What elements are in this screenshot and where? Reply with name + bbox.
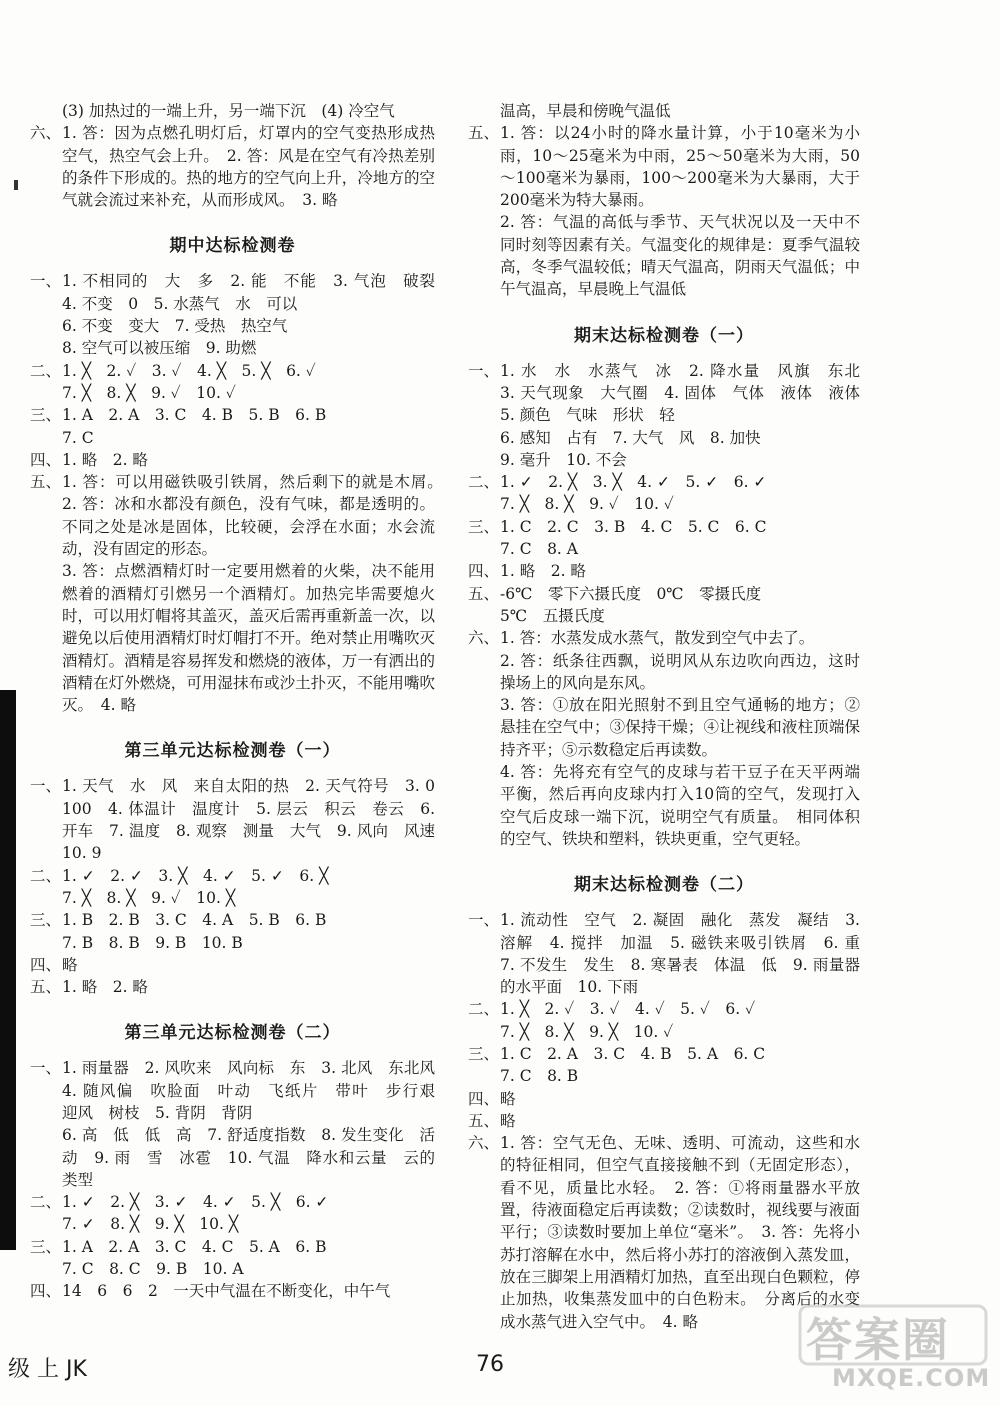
answer-block [30,360,435,405]
answer-block [468,1132,860,1333]
answer-block [468,1088,860,1110]
question-number: 一、 [30,777,62,796]
answer-text: 1. B 2. B 3. C 4. A 5. B 6. B 7. B 8. B 9. B 10. B [62,911,327,952]
question-number: 六、 [468,629,500,648]
answer-text: 1. ╳ 2. ✓ 3. ✓ 4. ✓ 5. ✓ 6. ✓ 7. ╳ 8. ╳ 9. ╳ 10. ✓ [500,1000,756,1041]
answer-block [468,998,860,1043]
answer-block [30,1280,435,1302]
answer-text: 1. 略 2. 略 [62,978,148,997]
answer-text: 1. ✓ 2. ╳ 3. ╳ 4. ✓ 5. ✓ 6. ✓ 7. ╳ 8. ╳ 9. ✓ 10. ✓ [500,473,767,514]
watermark-subtitle: MXQE.COM [832,1364,991,1392]
left-edge-bar [0,690,16,1250]
right-column [468,100,876,1333]
question-number: 四、 [468,562,500,581]
question-number: 四、 [30,450,62,469]
question-number: 一、 [30,272,62,291]
answer-block [30,865,435,910]
answer-block [30,1236,435,1281]
question-number: 三、 [30,406,62,425]
answer-block [30,1191,435,1236]
question-number: 二、 [468,1000,500,1019]
answer-block [30,976,435,998]
answer-block [468,1110,860,1132]
question-number: 五、 [468,124,500,143]
answer-block [468,122,860,300]
answer-block [30,449,435,471]
answer-text: 1. 天气 水 风 来自太阳的热 2. 天气符号 3. 0 100 4. 体温计 温度计 5. 层云 积云 卷云 6. 开车 7. 温度 8. 观察 测量 大气 9. 风向 风速 10. 9 [62,777,451,863]
question-number: 二、 [30,1193,62,1212]
answer-block [468,1043,860,1088]
watermark-logo [798,1304,991,1400]
question-number: 四、 [30,955,62,974]
answer-text: 1. A 2. A 3. C 4. B 5. B 6. B 7. C [62,406,327,447]
answer-text: 1. 不相同的 大 多 2. 能 不能 3. 气泡 破裂 4. 不变 0 5. 水蒸气 水 可以 6. 不变 变大 7. 受热 热空气 8. 空气可以被压缩 9. 助燃 [62,272,435,358]
answer-text: 1. 流动性 空气 2. 凝固 融化 蒸发 凝结 3. 溶解 4. 搅拌 加温 5. 磁铁来吸引铁屑 6. 重 7. 不发生 发生 8. 寒暑表 体温 低 9. 雨量器的水平面 10. 下雨 [500,911,876,997]
answer-block [30,122,435,211]
question-number: 三、 [468,517,500,536]
answer-text: 1. 答：因为点燃孔明灯后，灯罩内的空气变热形成热空气，热空气会上升。 2. 答：风是在空气有冷热差别的条件下形成的。热的地方的空气向上升，冷地方的空气就会流过来补充，从而形成风。 3. 略 [62,124,435,210]
question-number: 六、 [468,1134,500,1153]
answer-text: 略 [500,1089,516,1108]
answer-text: 1. A 2. A 3. C 4. C 5. A 6. B 7. C 8. C 9. B 10. A [62,1237,327,1279]
section-title: 期中达标检测卷 [169,236,296,257]
answer-text: 1. 雨量器 2. 风吹来 风向标 东 3. 北风 东北风 4. 随风偏 吹脸面 叶动 飞纸片 带叶 步行艰 迎风 树枝 5. 背阴 背阴 6. 高 低 低 高 7. 舒适度指数 8. 发生变化 活动 9. 雨 雪 冰雹 10. 气温 降水和云量 云的类型 [62,1059,435,1189]
answer-block [468,516,860,561]
answer-block [468,360,860,471]
answer-text: 1. C 2. A 3. C 4. B 5. A 6. C 7. C 8. B [500,1044,766,1086]
question-number: 六、 [30,124,62,143]
question-number: 一、 [468,911,500,930]
question-number: 五、 [30,473,62,492]
question-number: 四、 [30,1282,62,1301]
answer-block [30,775,451,864]
question-number: 三、 [30,911,62,930]
answer-block [30,100,435,122]
answer-text: 1. 答：以24小时的降水量计算，小于10毫米为小雨，10～25毫米为中雨，25～50毫米为大雨，50～100毫米为暴雨，100～200毫米为大暴雨，大于200毫米为特大暴雨。 2. 答：气温的高低与季节、天气状况以及一天中不同时刻等因素有关。气温变化的规律是：夏季气温较高，冬季气温较低；晴天气温高，阴雨天气温低；中午气温高，早晨晚上气温低 [500,124,860,299]
question-number: 五、 [468,584,500,603]
answer-text: 1. ╳ 2. ✓ 3. ✓ 4. ╳ 5. ╳ 6. ✓ 7. ╳ 8. ╳ 9. ✓ 10. ✓ [62,361,316,402]
answer-block [468,627,860,850]
answer-block [30,1057,435,1191]
answer-text: 1. 水 水 水蒸气 冰 2. 降水量 风旗 东北 3. 天气现象 大气圈 4. 固体 气体 液体 液体 5. 颜色 气味 形状 轻 6. 感知 占有 7. 大气 风 8. 加快 9. 毫升 10. 不会 [500,361,860,469]
left-column [30,100,451,1303]
answer-block [30,471,435,716]
section-title: 第三单元达标检测卷（二） [124,1023,341,1044]
answer-text: 略 [500,1111,516,1130]
question-number: 三、 [30,1237,62,1256]
footer-grade-label: 级 上 JK [8,1357,87,1382]
answer-text: 1. 答：空气无色、无味、透明、可流动，这些和水的特征相同，但空气直接接触不到（无固定形态），看不见，质量比水轻。 2. 答：①将雨量器水平放置，待液面稳定后再读数；②读数时，视线要与液面平行；③读数时要加上单位“毫米”。 3. 答：先将小苏打溶解在水中，然后将小苏打的溶液倒入蒸发皿，放在三脚架上用酒精灯加热，直至出现白色颗粒，停止加热，收集蒸发皿中的白色粉末。 分离后的水变成水蒸气进入空气中。 4. 略 [500,1134,860,1331]
answer-text: 1. 答：可以用磁铁吸引铁屑，然后剩下的就是木屑。 2. 答：冰和水都没有颜色，没有气味，都是透明的。不同之处是冰是固体，比较硬，会浮在水面；水会流动，没有固定的形态。 3. 答：点燃酒精灯时一定要用燃着的火柴，决不能用燃着的酒精灯引燃另一个酒精灯。加热完毕需要熄火时，可以用灯帽将其盖灭，盖灭后需再重新盖一次，以避免以后使用酒精灯时灯帽打不开。绝对禁止用嘴吹灭酒精灯。酒精是容易挥发和燃烧的液体，万一有洒出的酒精在灯外燃烧，可用湿抹布或沙土扑灭，不能用嘴吹灭。 4. 略 [62,473,435,715]
question-number: 四、 [468,1089,500,1108]
answer-block [30,270,435,359]
question-number: 一、 [468,361,500,380]
answer-block [468,583,860,628]
answer-block [468,560,860,582]
section-title: 期末达标检测卷（二） [574,875,754,896]
answer-block [30,954,435,976]
answer-text: 1. 略 2. 略 [62,450,148,469]
answer-text: 1. C 2. C 3. B 4. C 5. C 6. C 7. C 8. A [500,517,767,559]
answer-text: -6℃ 零下六摄氏度 0℃ 零摄氏度 5℃ 五摄氏度 [500,584,762,625]
answer-text: 1. ✓ 2. ✓ 3. ╳ 4. ✓ 5. ✓ 6. ╳ 7. ╳ 8. ╳ 9. ✓ 10. ╳ [62,866,329,907]
answer-text: (3) 加热过的一端上升，另一端下沉 (4) 冷空气 [62,102,395,120]
edge-mark [14,180,18,190]
answer-block [30,404,435,449]
page-number: 76 [476,1352,504,1377]
question-number: 五、 [468,1111,500,1130]
answer-text: 温高，早晨和傍晚气温低 [500,102,671,120]
section-title: 第三单元达标检测卷（一） [124,741,341,762]
answer-text: 略 [62,955,78,974]
answer-block [468,471,860,516]
section-title: 期末达标检测卷（一） [574,325,754,346]
answer-text: 1. ✓ 2. ╳ 3. ✓ 4. ✓ 5. ╳ 6. ✓ 7. ✓ 8. ╳ 9. ╳ 10. ╳ [62,1193,329,1234]
question-number: 三、 [468,1044,500,1063]
answer-block [468,100,860,122]
question-number: 一、 [30,1059,62,1078]
question-number: 二、 [30,361,62,380]
answer-text: 1. 答：水蒸发成水蒸气，散发到空气中去了。 2. 答：纸条往西飘，说明风从东边吹向西边，这时操场上的风向是东风。 3. 答：①放在阳光照射不到且空气通畅的地方；②悬挂在空气中；③保持干燥；④让视线和液柱顶端保持齐平；⑤示数稳定后再读数。 4. 答：先将充有空气的皮球与若干豆子在天平两端平衡，然后再向皮球内打入10筒的空气，发现打入空气后皮球一端下沉，说明空气有质量。 相同体积的空气、铁块和塑料，铁块更重，空气更轻。 [500,629,860,848]
answer-text: 14 6 6 2 一天中气温在不断变化，中午气 [62,1282,391,1301]
answer-block [468,909,876,998]
answer-block [30,909,435,954]
watermark-title: 答案圈 [806,1313,950,1367]
question-number: 二、 [30,866,62,885]
question-number: 二、 [468,473,500,492]
answer-text: 1. 略 2. 略 [500,562,586,581]
question-number: 五、 [30,978,62,997]
